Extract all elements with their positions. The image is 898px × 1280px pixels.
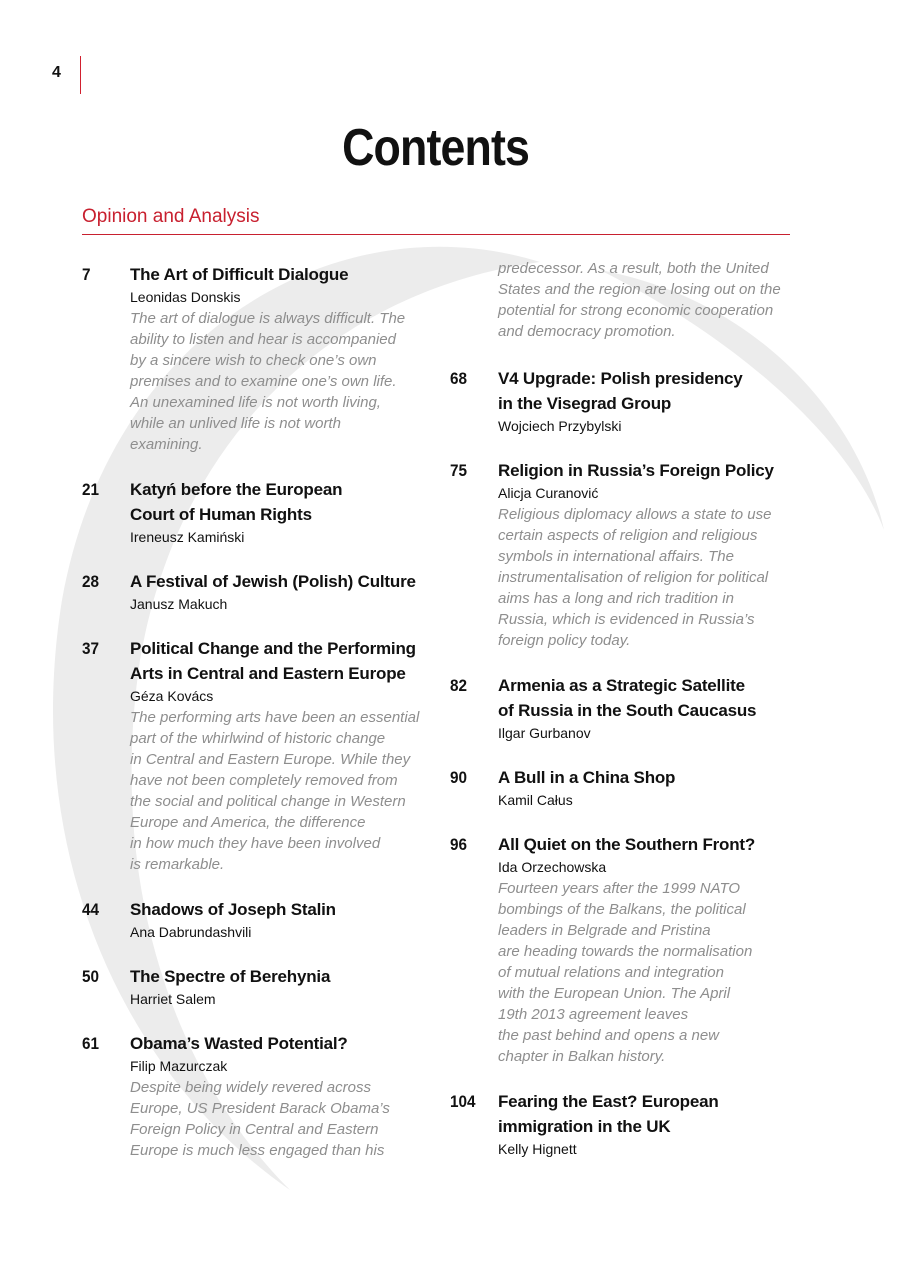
entry-title: The Art of Difficult Dialogue <box>130 265 349 284</box>
entry-author: Alicja Curanović <box>498 485 599 501</box>
toc-entry[interactable] <box>450 673 795 743</box>
entry-author: Leonidas Donskis <box>130 289 241 305</box>
entry-author: Géza Kovács <box>130 688 214 704</box>
entry-author: Wojciech Przybylski <box>498 418 622 434</box>
toc-entry[interactable] <box>82 897 432 942</box>
entry-summary: The performing arts have been an essential part of the whirlwind of historic change in Central and Eastern Europe. While they have not been completely removed from the social and political change in Western Europe and America, the difference in how much they have been involved is remarkable. <box>130 709 420 873</box>
entry-title: Armenia as a Strategic Satellite of Russia in the South Caucasus <box>498 676 757 720</box>
entry-author: Ireneusz Kamiński <box>130 529 245 545</box>
entry-title: A Bull in a China Shop <box>498 768 676 787</box>
entry-author: Harriet Salem <box>130 991 216 1007</box>
entry-author: Ida Orzechowska <box>498 859 607 875</box>
entry-page-number: 104 <box>450 1092 476 1111</box>
section-heading: Opinion and Analysis <box>82 206 260 227</box>
summary-continuation <box>450 258 795 342</box>
toc-entry[interactable] <box>82 569 432 614</box>
section-divider <box>82 234 790 235</box>
entry-summary: Fourteen years after the 1999 NATO bombings of the Balkans, the political leaders in Belgrade and Pristina are heading towards the normalisation of mutual relations and integration with the European Union. The April 19th 2013 agreement leaves the past behind and opens a new chapter in Balkan history. <box>498 880 753 1065</box>
entry-page-number: 90 <box>450 768 468 787</box>
entry-summary: Religious diplomacy allows a state to use certain aspects of religion and religious symbols in international affairs. The instrumentalisation of religion for political aims has a long and rich tradition in Russia, which is evidenced in Russia’s foreign policy today. <box>498 506 772 649</box>
entry-summary-continued: predecessor. As a result, both the United States and the region are losing out on the potential for strong economic cooperation and democracy promotion. <box>498 260 781 340</box>
toc-left-column <box>82 262 432 1183</box>
entry-author: Kamil Całus <box>498 792 573 808</box>
entry-author: Filip Mazurczak <box>130 1058 228 1074</box>
entry-page-number: 28 <box>82 572 100 591</box>
toc-entry[interactable] <box>82 964 432 1009</box>
entry-title: Religion in Russia’s Foreign Policy <box>498 461 774 480</box>
entry-page-number: 61 <box>82 1034 100 1053</box>
entry-page-number: 7 <box>82 265 91 284</box>
toc-entry[interactable] <box>82 1031 432 1161</box>
entry-summary: Despite being widely revered across Europe, US President Barack Obama’s Foreign Policy in Central and Eastern Europe is much less engaged than his <box>130 1079 390 1159</box>
entry-author: Kelly Hignett <box>498 1141 577 1157</box>
toc-entry[interactable] <box>450 1089 795 1159</box>
entry-author: Ana Dabrundashvili <box>130 924 252 940</box>
page-title: Contents <box>342 119 530 177</box>
page-number: 4 <box>52 64 61 81</box>
entry-page-number: 68 <box>450 369 468 388</box>
entry-title: The Spectre of Berehynia <box>130 967 331 986</box>
toc-right-column <box>450 258 795 1181</box>
toc-entry[interactable] <box>450 366 795 436</box>
page-number-divider <box>80 56 81 94</box>
toc-entry[interactable] <box>450 832 795 1067</box>
entry-page-number: 82 <box>450 676 468 695</box>
entry-title: V4 Upgrade: Polish presidency in the Visegrad Group <box>498 369 743 413</box>
entry-page-number: 75 <box>450 461 468 480</box>
entry-page-number: 96 <box>450 835 468 854</box>
entry-page-number: 37 <box>82 639 100 658</box>
entry-title: Katyń before the European Court of Human Rights <box>130 480 343 524</box>
entry-page-number: 21 <box>82 480 100 499</box>
entry-title: Fearing the East? European immigration in the UK <box>498 1092 719 1136</box>
toc-entry[interactable] <box>450 765 795 810</box>
entry-title: Shadows of Joseph Stalin <box>130 900 336 919</box>
entry-summary: The art of dialogue is always difficult. The ability to listen and hear is accompanied by a sincere wish to check one’s own premises and to examine one’s own life. An unexamined life is not worth living, while an unlived life is not worth examining. <box>130 310 406 453</box>
entry-title: A Festival of Jewish (Polish) Culture <box>130 572 416 591</box>
entry-page-number: 44 <box>82 900 100 919</box>
entry-title: Obama’s Wasted Potential? <box>130 1034 348 1053</box>
toc-entry[interactable] <box>82 477 432 547</box>
entry-author: Ilgar Gurbanov <box>498 725 591 741</box>
entry-title: All Quiet on the Southern Front? <box>498 835 756 854</box>
toc-entry[interactable] <box>82 262 432 455</box>
entry-title: Political Change and the Performing Arts in Central and Eastern Europe <box>130 639 416 683</box>
entry-page-number: 50 <box>82 967 100 986</box>
entry-author: Janusz Makuch <box>130 596 228 612</box>
toc-entry[interactable] <box>82 636 432 875</box>
toc-entry[interactable] <box>450 458 795 651</box>
